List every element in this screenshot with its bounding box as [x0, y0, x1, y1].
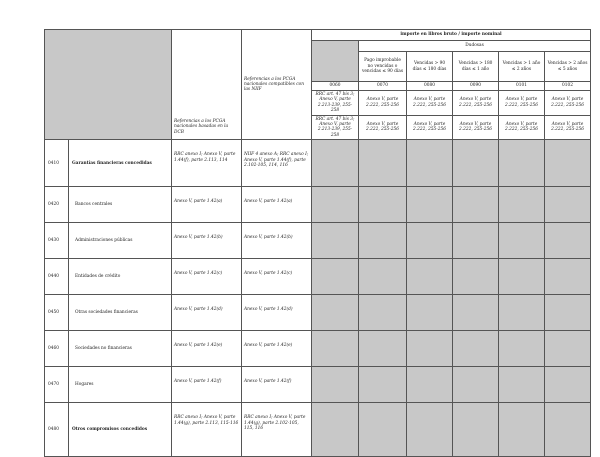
header-col-label: Vencidas > 180 días ≤ 1 año: [453, 52, 499, 82]
table-row: [45, 223, 591, 259]
data-cell: [453, 140, 499, 187]
data-cell: [312, 140, 359, 187]
data-cell: [312, 367, 359, 403]
data-cell: [499, 140, 545, 187]
header-col-ref1: Anexo V, parte 2.222, 255-256: [359, 91, 407, 116]
data-cell: [453, 223, 499, 259]
data-cell: [545, 187, 591, 223]
row-ref-niif: Anexo V, parte 1.42(e): [242, 331, 312, 367]
data-cell: [359, 331, 407, 367]
data-cell: [359, 295, 407, 331]
row-ref-dcb: RRC anexo I; Anexo V, parte 1.44(f), parte 2.113, 114: [172, 140, 242, 187]
data-cell: [359, 367, 407, 403]
header-col-label: Vencidas > 2 años ≤ 5 años: [545, 52, 591, 82]
row-ref-dcb: Anexo V, parte 1.42(b): [172, 223, 242, 259]
header-col-ref1: Anexo V, parte 2.222, 255-256: [453, 91, 499, 116]
data-cell: [499, 223, 545, 259]
finrep-table: [44, 29, 591, 457]
header-col-code: 0101: [499, 82, 545, 91]
row-label: Garantías financieras concedidas: [69, 140, 172, 187]
header-col-ref1: RRC art. 47 bis 3; Anexo V, parte 2.213-239, 255-258: [312, 91, 359, 116]
header-col-ref2: Anexo V, parte 2.222, 255-256: [359, 115, 407, 140]
header-main-title: importe en libros bruto / importe nominal: [312, 30, 591, 41]
corner-cell: [45, 30, 172, 140]
header-col-label: Vencidas > 90 días ≤ 180 días: [407, 52, 453, 82]
table-row: [45, 403, 591, 457]
header-col-ref1: Anexo V, parte 2.222, 255-256: [499, 91, 545, 116]
row-ref-dcb: Anexo V, parte 1.42(d): [172, 295, 242, 331]
data-cell: [407, 367, 453, 403]
header-col-code: 0080: [407, 82, 453, 91]
row-ref-dcb: Anexo V, parte 1.42(e): [172, 331, 242, 367]
data-cell: [545, 259, 591, 295]
data-cell: [545, 331, 591, 367]
row-ref-niif: Anexo V, parte 1.42(d): [242, 295, 312, 331]
row-label: Administraciones públicas: [69, 223, 172, 259]
row-ref-dcb: RRC anexo I; Anexo V, parte 1.44(g), parte 2.113, 115-116: [172, 403, 242, 457]
header-col-ref2: Anexo V, parte 2.222, 255-256: [545, 115, 591, 140]
header-col-label: Pago improbable no vencidas o vencidas ≤ 90 días: [359, 52, 407, 82]
data-cell: [407, 187, 453, 223]
row-label: Entidades de crédito: [69, 259, 172, 295]
data-cell: [359, 223, 407, 259]
row-code: 0440: [45, 259, 69, 295]
data-cell: [312, 259, 359, 295]
data-cell: [499, 403, 545, 457]
row-code: 0470: [45, 367, 69, 403]
table-row: [45, 295, 591, 331]
data-cell: [545, 367, 591, 403]
header-col-code: 0102: [545, 82, 591, 91]
table-row: [45, 140, 591, 187]
data-cell: [499, 187, 545, 223]
row-ref-niif: Anexo V, parte 1.42(f): [242, 367, 312, 403]
header-ref-niif: Referencias a los PCGA nacionales compatibles con las NIIF: [242, 30, 312, 140]
data-cell: [312, 187, 359, 223]
data-cell: [359, 140, 407, 187]
row-label: Otras sociedades financieras: [69, 295, 172, 331]
data-cell: [312, 331, 359, 367]
row-ref-niif: Anexo V, parte 1.42(c): [242, 259, 312, 295]
table-row: [45, 331, 591, 367]
row-code: 0480: [45, 403, 69, 457]
data-cell: [407, 331, 453, 367]
header-col-ref2: Anexo V, parte 2.222, 255-256: [499, 115, 545, 140]
data-cell: [545, 295, 591, 331]
row-code: 0410: [45, 140, 69, 187]
header-col-first-blank: [312, 41, 359, 82]
data-cell: [453, 187, 499, 223]
header-col-code: 0070: [359, 82, 407, 91]
row-code: 0460: [45, 331, 69, 367]
data-cell: [499, 295, 545, 331]
row-code: 0430: [45, 223, 69, 259]
row-ref-niif: RRC anexo I; Anexo V, parte 1.44(g), parte 2.102-105, 115, 116: [242, 403, 312, 457]
header-col-ref2: Anexo V, parte 2.222, 255-256: [453, 115, 499, 140]
data-cell: [545, 140, 591, 187]
row-label: Otros compromisos concedidos: [69, 403, 172, 457]
data-cell: [407, 259, 453, 295]
data-cell: [407, 403, 453, 457]
header-col-ref1: Anexo V, parte 2.222, 255-256: [545, 91, 591, 116]
data-cell: [545, 223, 591, 259]
row-ref-dcb: Anexo V, parte 1.42(f): [172, 367, 242, 403]
data-cell: [499, 331, 545, 367]
row-ref-dcb: Anexo V, parte 1.42(a): [172, 187, 242, 223]
row-label: Sociedades no financieras: [69, 331, 172, 367]
header-col-code: 0060: [312, 82, 359, 91]
header-col-ref2: RRC art. 47 bis 3; Anexo V, parte 2.213-239, 255-258: [312, 115, 359, 140]
header-dudosas: Dudosas: [359, 41, 591, 52]
header-col-ref1: Anexo V, parte 2.222, 255-256: [407, 91, 453, 116]
data-cell: [407, 223, 453, 259]
data-cell: [312, 223, 359, 259]
data-cell: [312, 403, 359, 457]
data-cell: [545, 403, 591, 457]
data-cell: [499, 259, 545, 295]
data-cell: [499, 367, 545, 403]
row-code: 0420: [45, 187, 69, 223]
data-cell: [407, 140, 453, 187]
data-cell: [359, 259, 407, 295]
data-cell: [453, 403, 499, 457]
row-ref-niif: NIIF 4 anexo A; RRC anexo I; Anexo V, parte 1.44(f), parte 2.102-105, 114, 116: [242, 140, 312, 187]
data-cell: [453, 259, 499, 295]
data-cell: [407, 295, 453, 331]
data-cell: [312, 295, 359, 331]
row-ref-niif: Anexo V, parte 1.42(b): [242, 223, 312, 259]
row-label: Hogares: [69, 367, 172, 403]
table-row: [45, 259, 591, 295]
data-cell: [359, 187, 407, 223]
row-code: 0450: [45, 295, 69, 331]
header-col-ref2: Anexo V, parte 2.222, 255-256: [407, 115, 453, 140]
header-col-label: Vencidas > 1 año ≤ 2 años: [499, 52, 545, 82]
table-row: [45, 187, 591, 223]
row-ref-niif: Anexo V, parte 1.42(a): [242, 187, 312, 223]
data-cell: [453, 367, 499, 403]
header-col-code: 0090: [453, 82, 499, 91]
header-ref-dcb: Referencias a los PCGA nacionales basadas en la DCB: [172, 30, 242, 140]
data-cell: [453, 331, 499, 367]
row-label: Bancos centrales: [69, 187, 172, 223]
table-row: [45, 367, 591, 403]
row-ref-dcb: Anexo V, parte 1.42(c): [172, 259, 242, 295]
data-cell: [359, 403, 407, 457]
data-cell: [453, 295, 499, 331]
